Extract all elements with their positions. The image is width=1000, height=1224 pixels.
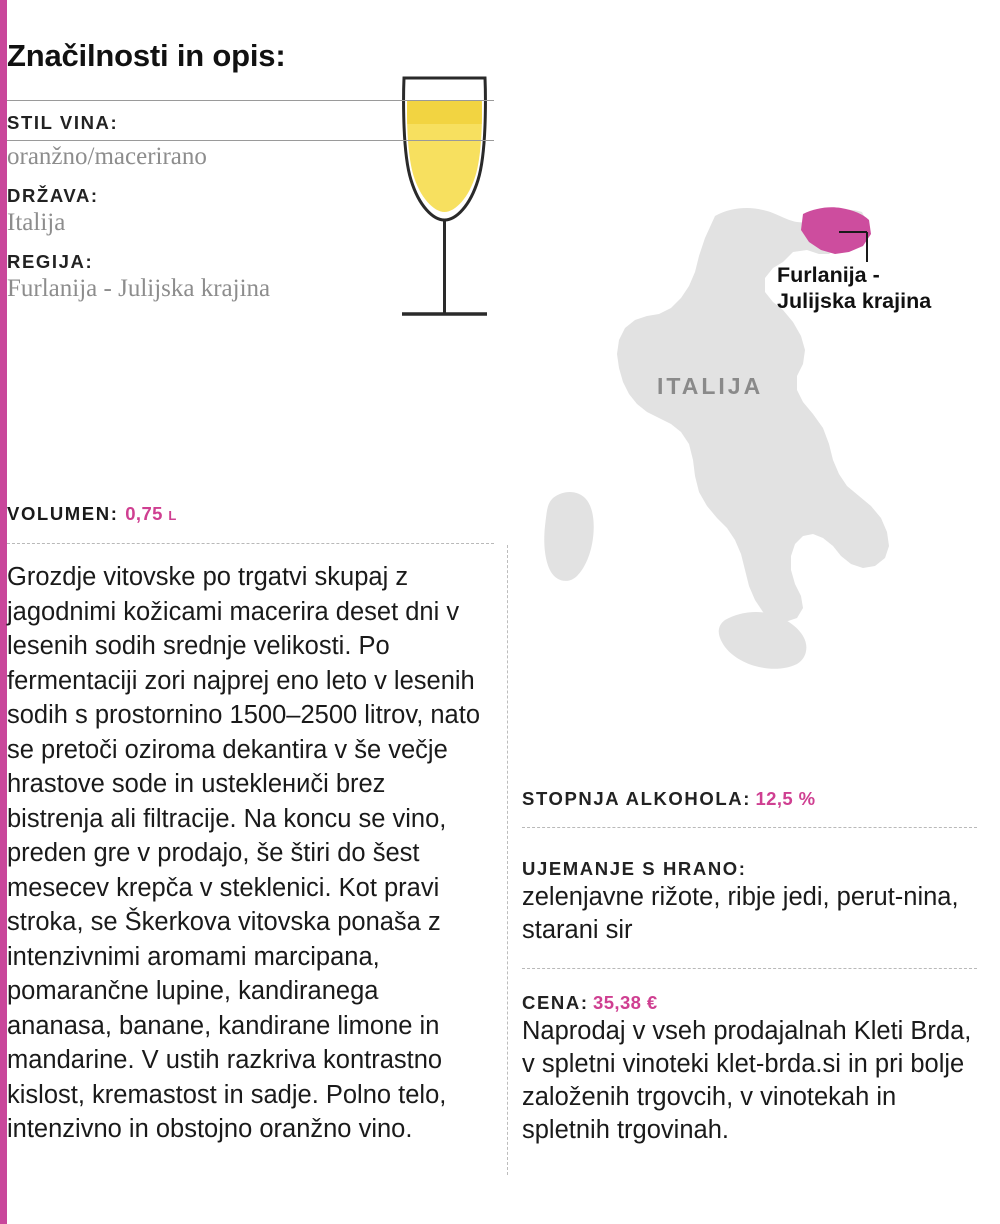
- page-title: Značilnosti in opis:: [7, 38, 286, 73]
- column-divider: [507, 545, 508, 1175]
- alcohol-label: STOPNJA ALKOHOLA:: [522, 788, 751, 809]
- spec-label-region: REGIJA:: [7, 250, 94, 272]
- italy-map: [467, 150, 1000, 750]
- spec-label-style: STIL VINA:: [7, 112, 119, 133]
- left-accent-stripe: [0, 0, 7, 1224]
- spec-label-country: DRŽAVA:: [7, 184, 99, 206]
- spec-value-region: Furlanija - Julijska krajina: [7, 274, 271, 302]
- map-region-callout: [777, 262, 931, 314]
- price-value: 35,38 €: [593, 992, 658, 1013]
- price-divider: [522, 968, 977, 969]
- price-label: CENA:: [522, 992, 589, 1013]
- map-country-label: ITALIJA: [657, 373, 764, 399]
- alcohol-value: 12,5 %: [755, 788, 816, 809]
- food-pairing-value: zelenjavne rižote, ribje jedi, perut-nina, starani sir: [522, 883, 959, 944]
- alcohol-block: [522, 788, 977, 810]
- alcohol-divider: [522, 827, 977, 828]
- volume-divider: [7, 543, 494, 544]
- spec-value-country: Italija: [7, 208, 66, 236]
- volume-label: VOLUMEN:: [7, 503, 119, 524]
- food-pairing-block: [522, 858, 977, 947]
- price-block: [522, 992, 977, 1147]
- map-region-callout-line1: Furlanija -: [777, 263, 880, 287]
- price-note: Naprodaj v vseh prodajalnah Kleti Brda, v spletni vinoteki klet-brda.si in pri bolje založenih trgovcih, v vinotekah in spletnih trgovinah.: [522, 1017, 972, 1144]
- map-region-callout-line2: Julijska krajina: [777, 289, 932, 313]
- spec-divider-top: [7, 100, 494, 101]
- food-pairing-label: UJEMANJE S HRANO:: [522, 858, 747, 879]
- volume-value: 0,75 l: [125, 503, 177, 524]
- spec-divider-1: [7, 140, 494, 141]
- volume-row: [7, 503, 494, 525]
- wine-description: Grozdje vitovske po trgatvi skupaj z jagodnimi kožicami macerira deset dni v lesenih sodih srednje velikosti. Po fermentaciji zori najprej eno leto v lesenih sodih s prostornino 1500–2500 litrov, nato se pretoči oziroma dekantira v še večje hrastove sode in usteklениči brez bistrenja ali filtracije. Na koncu se vino, preden gre v prodajo, še štiri do šest mesecev krepča v steklenici. Kot pravi stroka, se Škerkova vitovska ponaša z intenzivnimi aromami marcipana, pomarančne lupine, kandiranega ananasa, banane, kandirane limone in mandarine. V ustih razkriva kontrastno kislost, kremastost in sadje. Polno telo, intenzivno in obstojno oranžno vino.: [7, 563, 481, 1143]
- spec-list: [7, 100, 494, 316]
- spec-value-style: oranžno/macerirano: [7, 143, 207, 170]
- infographic-page: [7, 0, 1000, 1224]
